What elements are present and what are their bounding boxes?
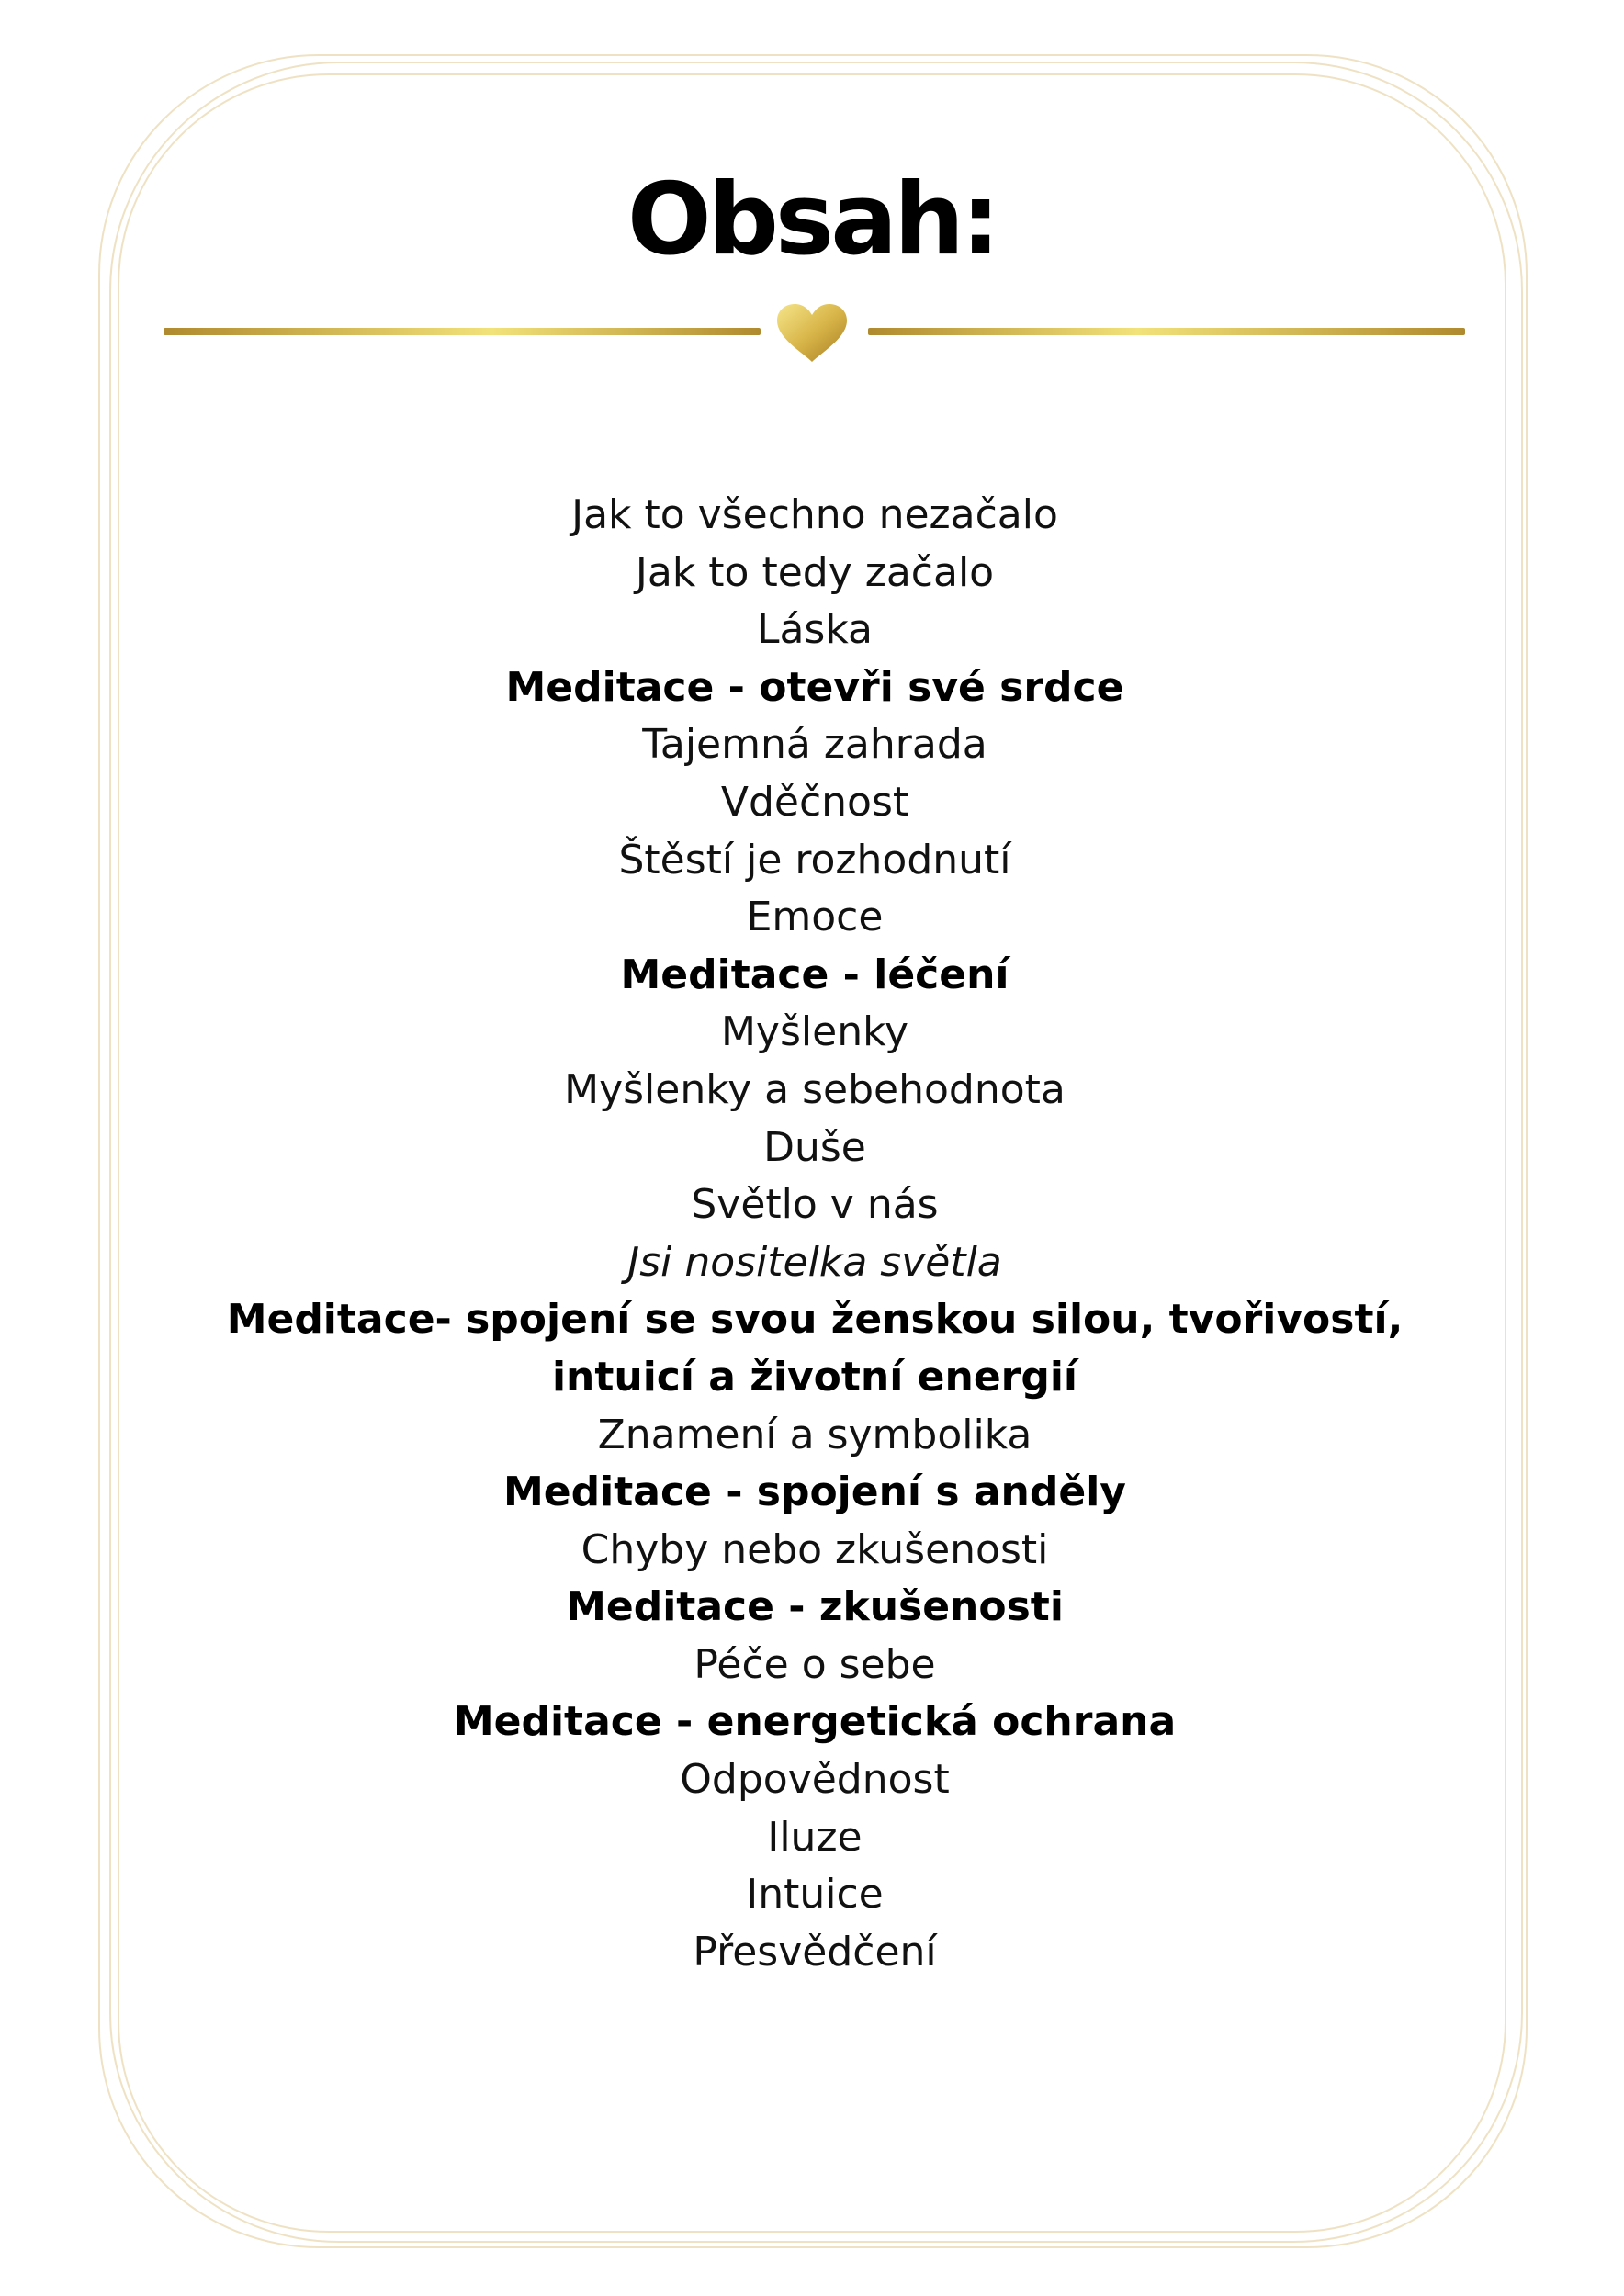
toc-item: Odpovědnost [680, 1756, 950, 1804]
toc-item: Chyby nebo zkušenosti [581, 1525, 1049, 1573]
toc-item: Intuice [746, 1871, 884, 1919]
toc-item: Štěstí je rozhodnutí [618, 836, 1011, 884]
toc-item: Přesvědčení [693, 1928, 937, 1975]
toc-item: Jsi nositelka světla [627, 1238, 1002, 1286]
toc-item: Myšlenky [720, 1008, 909, 1056]
toc-item: Meditace - léčení [620, 951, 1009, 998]
table-of-contents [164, 487, 1466, 1981]
toc-item: Péče o sebe [694, 1640, 936, 1688]
toc-item: Láska [756, 606, 874, 654]
toc-item: Světlo v nás [691, 1181, 939, 1229]
toc-item: Znamení a symbolika [597, 1411, 1032, 1458]
toc-item: Jak to tedy začalo [635, 548, 995, 596]
page-title: Obsah: [626, 163, 998, 277]
toc-item: Meditace - zkušenosti [566, 1583, 1064, 1631]
toc-item: Emoce [746, 894, 884, 941]
toc-item: Myšlenky a sebehodnota [564, 1065, 1066, 1113]
toc-item: Meditace - energetická ochrana [453, 1698, 1177, 1746]
toc-item: Meditace - otevři své srdce [505, 663, 1124, 711]
toc-item: Meditace - spojení s anděly [503, 1469, 1126, 1516]
heart-icon [775, 303, 849, 364]
divider-line-left [164, 328, 761, 335]
toc-item: Meditace- spojení se svou ženskou silou, tvořivostí, intuicí a životní energií [226, 1296, 1404, 1401]
divider-line-right [868, 328, 1465, 335]
toc-item: Duše [763, 1123, 866, 1171]
toc-item: Vděčnost [720, 778, 909, 826]
toc-item: Jak to všechno nezačalo [571, 491, 1058, 538]
toc-item: Tajemná zahrada [642, 721, 987, 769]
toc-item: Iluze [767, 1813, 863, 1861]
